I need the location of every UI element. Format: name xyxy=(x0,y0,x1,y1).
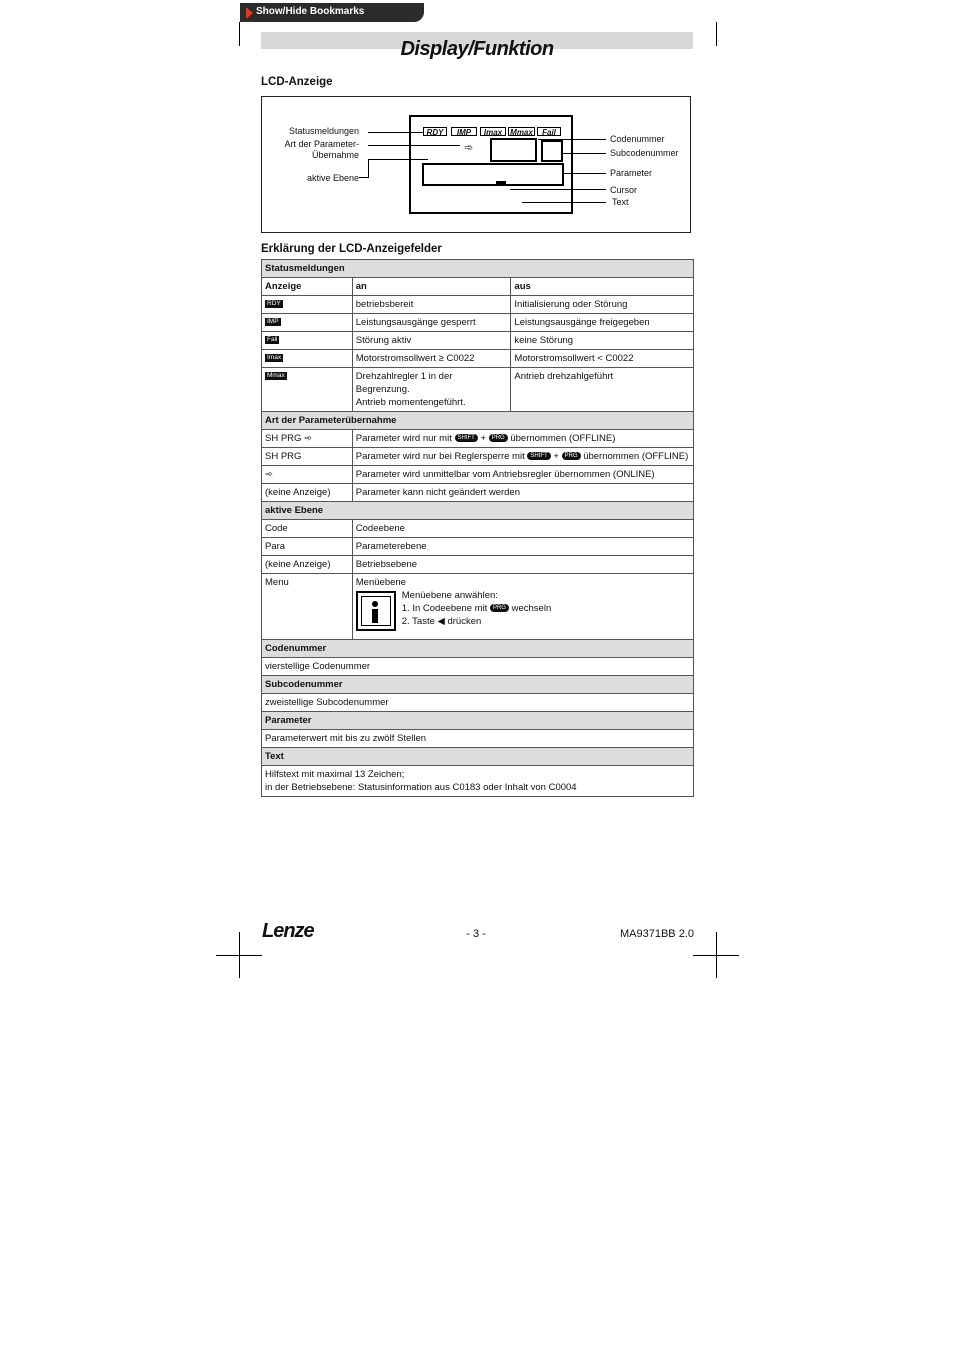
table-row xyxy=(262,574,694,640)
page-title: Display/Funktion xyxy=(400,38,554,60)
leader-line xyxy=(522,202,606,203)
show-hide-bookmarks-button[interactable] xyxy=(240,3,424,22)
lenze-logo: Lenze xyxy=(262,920,314,942)
leader-line xyxy=(368,159,369,177)
leader-line xyxy=(368,132,423,133)
col-an-header: an xyxy=(352,278,511,296)
table-row xyxy=(262,466,694,484)
mmax-segment: Mmax xyxy=(508,127,535,136)
rdy-segment: RDY xyxy=(423,127,447,136)
menu-text: Menüebene xyxy=(355,577,406,588)
lcd-diagram xyxy=(261,96,691,233)
cursor-label: Cursor xyxy=(610,185,638,195)
statusmeldungen-label: Statusmeldungen xyxy=(288,126,359,136)
arrow-right-icon xyxy=(246,7,253,19)
rdy-badge: RDY xyxy=(267,300,281,308)
row-text: Codeebene xyxy=(352,520,693,538)
cell-aus: keine Störung xyxy=(511,332,694,350)
section-statusmeldungen: Statusmeldungen xyxy=(262,260,694,278)
text-part: Parameter wird nur mit xyxy=(355,433,452,444)
imp-segment: IMP xyxy=(451,127,477,136)
cell-an: Störung aktiv xyxy=(352,332,511,350)
row-label: (keine Anzeige) xyxy=(262,556,353,574)
row-label: ➾ xyxy=(262,466,353,484)
row-text: zweistellige Subcodenummer xyxy=(262,694,694,712)
row-label: Menu xyxy=(262,574,353,640)
table-row xyxy=(262,520,694,538)
art-label-line2: Übernahme xyxy=(311,150,359,160)
text-part: übernommen (OFFLINE) xyxy=(510,433,616,444)
table-row xyxy=(262,350,694,368)
row-text: Betriebsebene xyxy=(352,556,693,574)
leader-line xyxy=(368,159,428,160)
menu-info-note xyxy=(356,589,690,637)
cell-an: betriebsbereit xyxy=(352,296,511,314)
prg-key-icon: PRG xyxy=(562,452,581,460)
info-line: Menüebene anwählen: xyxy=(401,590,498,601)
cell-an xyxy=(352,368,511,412)
row-text: vierstellige Codenummer xyxy=(262,658,694,676)
table-row xyxy=(262,332,694,350)
cursor-mark xyxy=(496,181,506,184)
leader-line xyxy=(538,139,606,140)
cell-aus: Initialisierung oder Störung xyxy=(511,296,694,314)
leader-line xyxy=(563,153,606,154)
leader-line xyxy=(510,189,606,190)
prg-key-icon: PRG xyxy=(489,434,508,442)
section-parameter: Parameter xyxy=(262,712,694,730)
menu-info-text xyxy=(402,589,551,628)
crop-mark xyxy=(239,932,240,978)
mmax-badge: Mmax xyxy=(267,372,285,380)
text-part: Parameter wird nur bei Reglersperre mit xyxy=(355,451,525,462)
text-label: Text xyxy=(612,197,629,207)
imax-segment: Imax xyxy=(480,127,506,136)
crop-mark xyxy=(716,22,717,46)
bookmarks-tab-label: Show/Hide Bookmarks xyxy=(256,6,365,17)
document-number: MA9371BB 2.0 xyxy=(620,928,694,940)
fail-segment: Fail xyxy=(537,127,561,136)
table-row xyxy=(262,556,694,574)
row-label: SH PRG ➾ xyxy=(262,430,353,448)
section-subcodenummer: Subcodenummer xyxy=(262,676,694,694)
imax-badge: Imax xyxy=(267,354,282,362)
crop-mark xyxy=(239,22,240,46)
aktive-ebene-label: aktive Ebene xyxy=(306,173,359,183)
row-text xyxy=(352,430,693,448)
row-text: Parameterwert mit bis zu zwölf Stellen xyxy=(262,730,694,748)
lcd-heading: LCD-Anzeige xyxy=(261,76,333,88)
shift-key-icon: SHIFT xyxy=(455,434,478,442)
leader-line xyxy=(359,177,369,178)
cell-aus: Motorstromsollwert < C0022 xyxy=(511,350,694,368)
cell-an: Motorstromsollwert ≥ C0022 xyxy=(352,350,511,368)
arrow-icon: ➾ xyxy=(464,142,474,154)
row-label: Para xyxy=(262,538,353,556)
info-line xyxy=(402,602,551,615)
cell-an-line2: Antrieb momentengeführt. xyxy=(355,397,466,408)
table-row xyxy=(262,314,694,332)
cell-an: Leistungsausgänge gesperrt xyxy=(352,314,511,332)
text-part: 2. Taste xyxy=(401,616,435,627)
table-row xyxy=(262,694,694,712)
table-row xyxy=(262,766,694,797)
table-row xyxy=(262,484,694,502)
cell-aus: Antrieb drehzahlgeführt xyxy=(511,368,694,412)
text-part: + xyxy=(480,433,487,444)
text-part: wechseln xyxy=(511,603,552,614)
lcd-fields-table xyxy=(261,259,694,797)
row-text xyxy=(352,448,693,466)
table-row xyxy=(262,658,694,676)
section-art-parameteruebernahme: Art der Parameterübernahme xyxy=(262,412,694,430)
section-codenummer: Codenummer xyxy=(262,640,694,658)
row-text: Parameter wird unmittelbar vom Antriebsregler übernommen (ONLINE) xyxy=(352,466,693,484)
fail-badge: Fail xyxy=(267,336,278,344)
subcode-field xyxy=(541,140,563,162)
row-text: Parameterebene xyxy=(352,538,693,556)
prg-key-icon: PRG xyxy=(490,604,509,612)
text-part: + xyxy=(553,451,559,462)
imp-badge: IMP xyxy=(267,318,279,326)
text-part: 1. In Codeebene mit xyxy=(401,603,488,614)
art-label-line1: Art der Parameter- xyxy=(284,139,359,149)
text-line: in der Betriebsebene: Statusinformation aus C0183 oder Inhalt von C0004 xyxy=(265,782,577,793)
text-part: übernommen (OFFLINE) xyxy=(583,451,689,462)
table-row xyxy=(262,368,694,412)
col-anzeige-header: Anzeige xyxy=(262,278,353,296)
col-aus-header: aus xyxy=(511,278,694,296)
section-aktive-ebene: aktive Ebene xyxy=(262,502,694,520)
text-part: drücken xyxy=(447,616,482,627)
crop-mark xyxy=(716,932,717,978)
subcodenummer-label: Subcodenummer xyxy=(610,148,679,158)
code-field xyxy=(490,138,537,162)
table-row xyxy=(262,430,694,448)
table-heading: Erklärung der LCD-Anzeigefelder xyxy=(261,243,442,255)
table-row xyxy=(262,730,694,748)
shift-key-icon: SHIFT xyxy=(527,452,550,460)
cell-an-line1: Drehzahlregler 1 in der Begrenzung. xyxy=(355,371,453,395)
leader-line xyxy=(368,145,460,146)
parameter-label: Parameter xyxy=(610,168,653,178)
codenummer-label: Codenummer xyxy=(610,134,665,144)
table-row xyxy=(262,448,694,466)
row-text xyxy=(352,574,693,640)
table-row xyxy=(262,296,694,314)
table-row xyxy=(262,538,694,556)
row-label: (keine Anzeige) xyxy=(262,484,353,502)
row-label: SH PRG xyxy=(262,448,353,466)
section-text: Text xyxy=(262,748,694,766)
info-icon xyxy=(356,591,396,631)
page-number: - 3 - xyxy=(466,928,486,940)
row-text xyxy=(262,766,694,797)
parameter-field xyxy=(422,163,564,186)
leader-line xyxy=(564,173,606,174)
left-key-icon: ◀ xyxy=(437,616,445,627)
row-label: Code xyxy=(262,520,353,538)
cell-aus: Leistungsausgänge freigegeben xyxy=(511,314,694,332)
info-line xyxy=(402,615,551,628)
text-line: Hilfstext mit maximal 13 Zeichen; xyxy=(265,769,405,780)
row-text: Parameter kann nicht geändert werden xyxy=(352,484,693,502)
